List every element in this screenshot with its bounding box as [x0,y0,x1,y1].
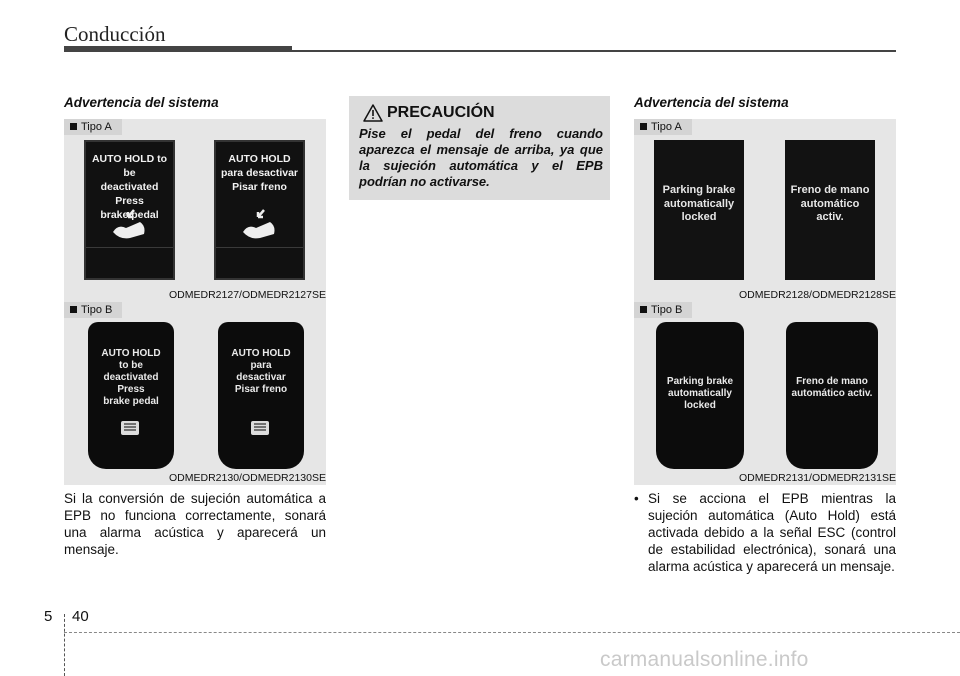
image-code-caption: ODMEDR2130/ODMEDR2130SE [169,472,326,484]
square-bullet-icon [640,306,647,313]
page-header-title: Conducción [64,22,166,46]
bullet-dot-icon: • [634,491,639,506]
right-type-b-panel [634,302,896,485]
header-bar-thick [64,46,292,52]
display-message: Parking brake automatically locked [666,376,734,411]
left-tipo-b-label: Tipo B [64,302,122,318]
left-section-title: Advertencia del sistema [64,95,219,110]
left-type-b-panel [64,302,326,485]
caution-text: Pise el pedal del freno cuando aparezca el mensaje de arriba, ya que la sujeción automática y el EPB podrían no activarse. [359,126,603,189]
brake-pedal-icon [240,208,282,244]
display-screen [654,140,744,280]
display-screen [88,322,174,469]
left-type-a-panel [64,119,326,302]
display-message: Freno de mano automático activ. [790,184,870,223]
image-code-caption: ODMEDR2127/ODMEDR2127SE [169,289,326,301]
caution-box [349,96,610,200]
left-body-paragraph: Si la conversión de sujeción automática a EPB no funciona correctamente, sonará una alarma acústica y aparecerá un mensaje. [64,491,326,557]
display-message: Freno de mano automático activ. [791,376,873,399]
display-divider [86,247,173,248]
display-message: AUTO HOLD to be deactivated Press brake pedal [91,153,168,221]
display-screen [785,140,875,280]
left-tipo-a-label: Tipo A [64,119,122,135]
square-bullet-icon [70,123,77,130]
header-bar-thin [292,50,896,52]
brake-pedal-icon [118,418,142,440]
display-message: AUTO HOLD to be deactivated Press brake pedal [101,348,161,407]
warning-triangle-icon [363,104,383,122]
image-code-caption: ODMEDR2131/ODMEDR2131SE [739,472,896,484]
caution-title: PRECAUCIÓN [387,104,495,121]
right-bullet-item [634,490,896,575]
display-message: AUTO HOLD para desactivar Pisar freno [220,153,299,193]
display-screen [84,140,175,280]
display-message: AUTO HOLD para desactivar Pisar freno [231,348,291,395]
watermark-text: carmanualsonline.info [600,648,809,671]
right-section-title: Advertencia del sistema [634,95,789,110]
brake-pedal-icon [110,208,152,244]
square-bullet-icon [70,306,77,313]
brake-pedal-icon [248,418,272,440]
footer-divider-horizontal [64,632,960,633]
chapter-number: 5 [44,608,53,625]
square-bullet-icon [640,123,647,130]
right-tipo-b-label: Tipo B [634,302,692,318]
display-screen [214,140,305,280]
display-screen [218,322,304,469]
display-screen [786,322,878,469]
page-number: 40 [72,608,89,625]
display-screen [656,322,744,469]
footer-divider-vertical [64,614,65,676]
right-tipo-a-label: Tipo A [634,119,692,135]
right-type-a-panel [634,119,896,302]
right-bullet-text: Si se acciona el EPB mientras la sujeción automática (Auto Hold) está activada debido a la señal ESC (control de estabilidad electrónica), sonará una alarma acústica y aparecerá un mensaje. [648,491,896,574]
image-code-caption: ODMEDR2128/ODMEDR2128SE [739,289,896,301]
display-message: Parking brake automatically locked [662,184,736,223]
display-divider [216,247,303,248]
